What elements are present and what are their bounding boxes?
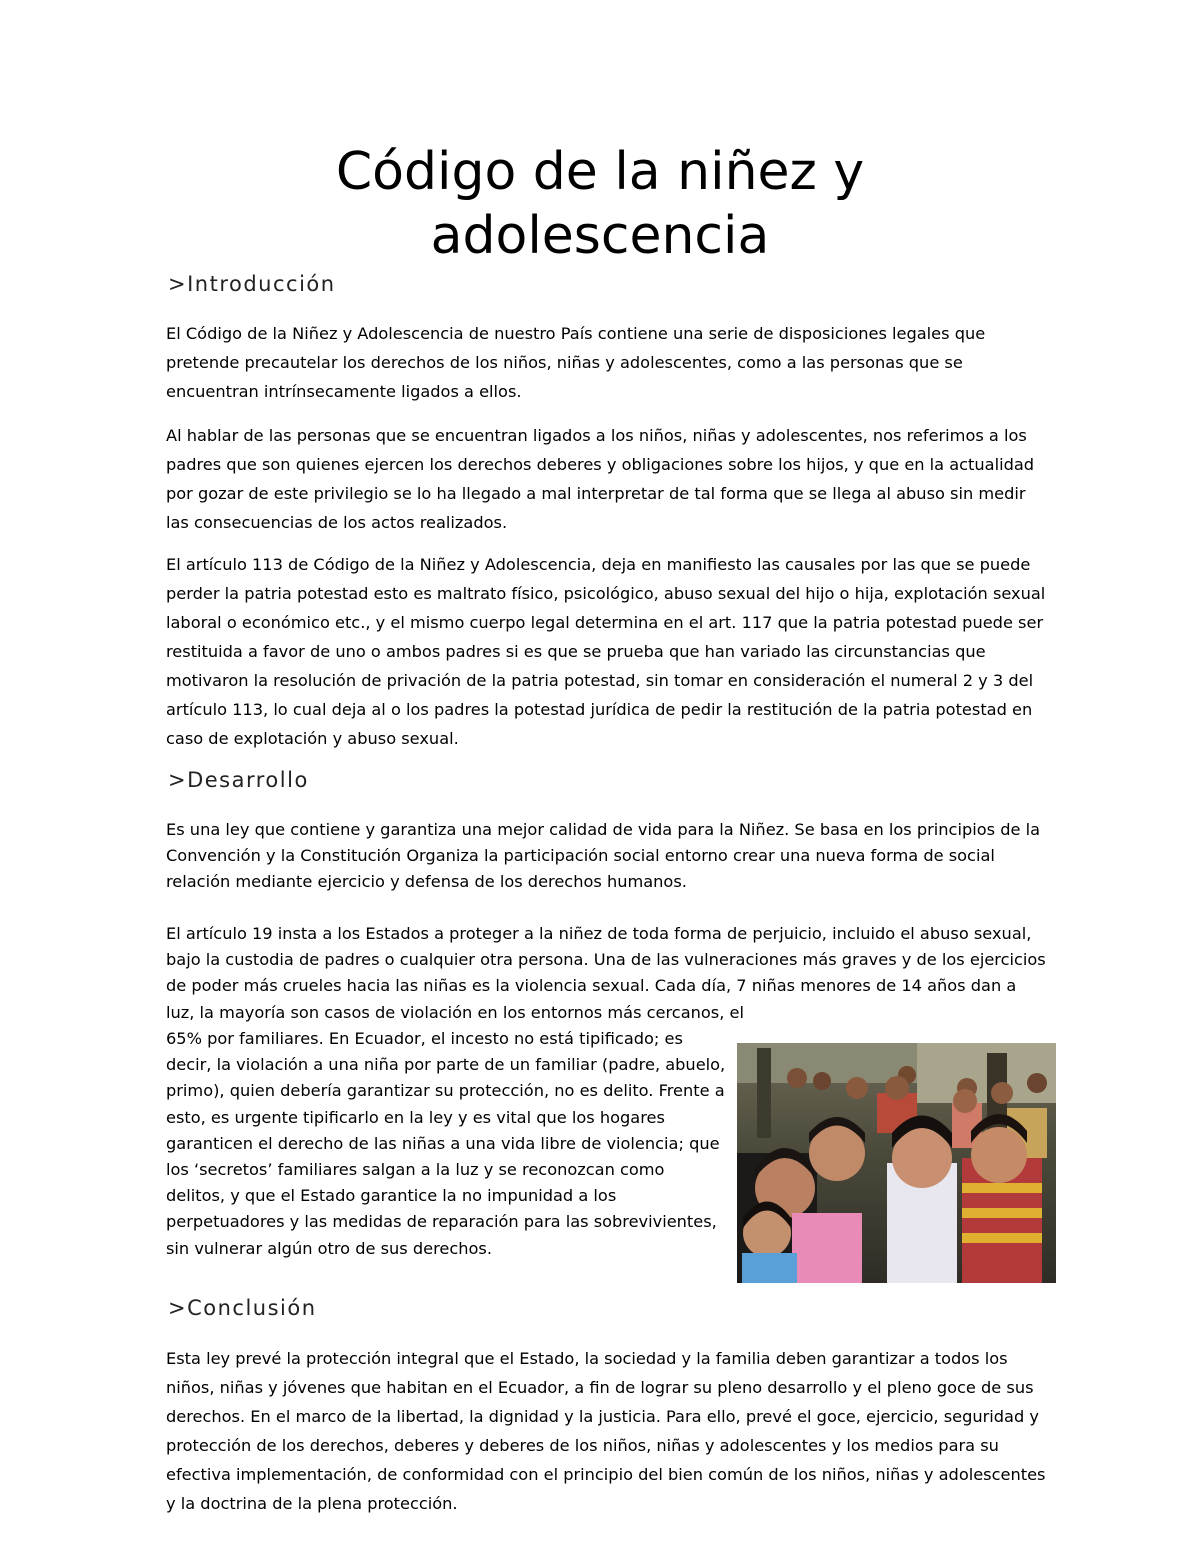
intro-paragraph-1: El Código de la Niñez y Adolescencia de nuestro País contiene una serie de disposiciones legales que pretende precautelar los derechos de los niños, niñas y adolescentes, como a las personas que se encuentran intrínsecamente ligados a ellos. [166,324,986,401]
desarrollo-paragraph-1: Es una ley que contiene y garantiza una mejor calidad de vida para la Niñez. Se basa en los principios de la Convención y la Constitución Organiza la participación social entorno crear una nueva forma de social relación mediante ejercicio y defensa de los derechos humanos. [166,820,1040,892]
section-heading-desarrollo: >Desarrollo [168,768,309,792]
desarrollo-paragraph-2: El artículo 19 insta a los Estados a proteger a la niñez de toda forma de perjuicio, incluido el abuso sexual, bajo la custodia de padres o cualquier otra persona. Una de las vulneraciones más graves y de los ejercicios de poder más crueles hacia las niñas es la violencia sexual. Cada día, 7 niñas menores de 14 años dan a luz, la mayoría son casos de violación en los entornos más cercanos, el [166,924,1046,1022]
intro-paragraph-2: Al hablar de las personas que se encuentran ligados a los niños, niñas y adolescentes, nos referimos a los padres que son quienes ejercen los derechos deberes y obligaciones sobre los hijos, y que en la actualidad por gozar de este privilegio se lo ha llegado a mal interpretar de tal forma que se llega al abuso sin medir las consecuencias de los actos realizados. [166,426,1035,532]
page-title: Código de la niñez y adolescencia [335,142,865,266]
children-photo [737,1043,1056,1283]
section-heading-introduccion: >Introducción [168,272,336,296]
desarrollo-paragraph-2-wrapped: 65% por familiares. En Ecuador, el incesto no está tipificado; es decir, la violación a una niña por parte de un familiar (padre, abuelo, primo), quien debería garantizar su protección, no es delito. Frente a esto, es urgente tipificarlo en la ley y es vital que los hogares garanticen el derecho de las niñas a una vida libre de violencia; que los ‘secretos’ familiares salgan a la luz y se reconozcan como delitos, y que el Estado garantice la no impunidad a los perpetuadores y las medidas de reparación para las sobrevivientes, sin vulnerar algún otro de sus derechos. [166,1029,726,1258]
intro-paragraph-3: El artículo 113 de Código de la Niñez y Adolescencia, deja en manifiesto las causales por las que se puede perder la patria potestad esto es maltrato físico, psicológico, abuso sexual del hijo o hija, explotación sexual laboral o económico etc., y el mismo cuerpo legal determina en el art. 117 que la patria potestad puede ser restituida a favor de uno o ambos padres si es que se prueba que han variado las circunstancias que motivaron la resolución de privación de la patria potestad, sin tomar en consideración el numeral 2 y 3 del artículo 113, lo cual deja al o los padres la potestad jurídica de pedir la restitución de la patria potestad en caso de explotación y abuso sexual. [166,555,1046,748]
conclusion-paragraph: Esta ley prevé la protección integral que el Estado, la sociedad y la familia deben garantizar a todos los niños, niñas y jóvenes que habitan en el Ecuador, a fin de lograr su pleno desarrollo y el pleno goce de sus derechos. En el marco de la libertad, la dignidad y la justicia. Para ello, prevé el goce, ejercicio, seguridad y protección de los derechos, deberes y deberes de los niños, niñas y adolescentes y los medios para su efectiva implementación, de conformidad con el principio del bien común de los niños, niñas y adolescentes y la doctrina de la plena protección. [166,1349,1046,1513]
section-heading-conclusion: >Conclusión [168,1296,317,1320]
